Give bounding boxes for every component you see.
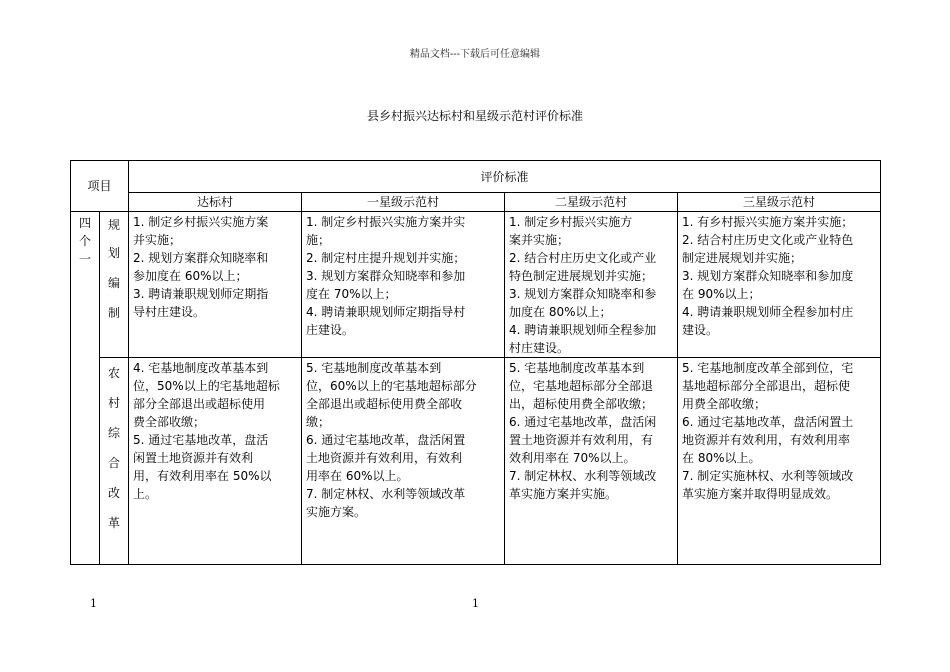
criteria-line: 庄建设。 (306, 323, 355, 337)
category-label: 四 个 一 (71, 212, 100, 565)
page-number-left: 1 (90, 597, 97, 610)
criteria-cell (505, 212, 678, 358)
criteria-line: 5. 宅基地制度改革基本到 (306, 361, 442, 375)
criteria-cell (678, 358, 881, 565)
criteria-line: 并实施； (133, 233, 182, 247)
criteria-cell (678, 212, 881, 358)
criteria-line: 缴； (306, 415, 331, 429)
criteria-line: 1. 制定乡村振兴实施方案 (133, 215, 269, 229)
criteria-line: 3. 规划方案群众知晓率和参加 (306, 269, 466, 283)
criteria-line: 实施方案。 (306, 505, 367, 519)
criteria-line: 施； (306, 233, 331, 247)
criteria-cell (302, 212, 505, 358)
criteria-line: 位，60%以上的宅基地超标部分 (306, 379, 477, 393)
criteria-line: 导村庄建设。 (133, 305, 206, 319)
criteria-line: 参加度在 60%以上； (133, 269, 248, 283)
document-title: 县乡村振兴达标村和星级示范村评价标准 (366, 109, 583, 123)
criteria-line: 2. 规划方案群众知晓率和 (133, 251, 269, 265)
criteria-line: 3. 规划方案群众知晓率和参 (509, 287, 657, 301)
criteria-line: 1. 有乡村振兴实施方案并实施； (682, 215, 854, 229)
criteria-line: 全部退出或超标使用费全部收 (306, 397, 463, 411)
criteria-line: 位，宅基地超标部分全部退 (509, 379, 654, 393)
criteria-line: 2. 制定村庄提升规划并实施； (306, 251, 466, 265)
criteria-line: 6. 通过宅基地改革，盘活闲 (509, 415, 657, 429)
table-row (71, 358, 881, 565)
criteria-line: 4. 聘请兼职规划师全程参加村庄 (682, 305, 854, 319)
criteria-line: 5. 宅基地制度改革基本到 (509, 361, 645, 375)
level-header-basic: 达标村 (129, 193, 302, 212)
criteria-line: 费全部收缴； (133, 415, 206, 429)
criteria-line: 2. 结合村庄历史文化或产业 (509, 251, 657, 265)
criteria-line: 案并实施； (509, 233, 570, 247)
criteria-line: 7. 制定林权、水利等领域改 (509, 469, 657, 483)
criteria-line: 建设。 (682, 323, 719, 337)
criteria-line: 基地超标部分全部退出，超标使 (682, 379, 851, 393)
criteria-line: 用率在 60%以上。 (306, 469, 409, 483)
criteria-line: 效利用率在 70%以上。 (509, 451, 636, 465)
criteria-line: 制定进展规划并实施； (682, 251, 803, 265)
criteria-line: 出，超标使用费全部收缴； (509, 397, 654, 411)
criteria-line: 4. 宅基地制度改革基本到 (133, 361, 269, 375)
criteria-line: 度在 70%以上； (306, 287, 397, 301)
criteria-line: 部分全部退出或超标使用 (133, 397, 266, 411)
criteria-line: 7. 制定实施林权、水利等领域改 (682, 469, 854, 483)
criteria-line: 位，50%以上的宅基地超标 (133, 379, 280, 393)
page-number-center: 1 (472, 597, 479, 610)
criteria-line: 闲置土地资源并有效利 (133, 451, 254, 465)
criteria-line: 5. 通过宅基地改革，盘活 (133, 433, 269, 447)
criteria-line: 在 80%以上。 (682, 451, 761, 465)
criteria-line: 革实施方案并取得明显成效。 (682, 487, 839, 501)
criteria-line: 革实施方案并实施。 (509, 487, 618, 501)
table-row (71, 212, 881, 358)
criteria-line: 在 90%以上； (682, 287, 761, 301)
header-note: 精品文档---下载后可任意编辑 (409, 49, 541, 60)
criteria-line: 4. 聘请兼职规划师定期指导村 (306, 305, 466, 319)
criteria-line: 1. 制定乡村振兴实施方案并实 (306, 215, 466, 229)
criteria-line: 1. 制定乡村振兴实施方 (509, 215, 633, 229)
criteria-line: 3. 聘请兼职规划师定期指 (133, 287, 269, 301)
criteria-line: 地资源并有效利用，有效利用率 (682, 433, 851, 447)
criteria-line: 用费全部收缴； (682, 397, 767, 411)
criteria-cell (505, 358, 678, 565)
criteria-line: 5. 宅基地制度改革全部到位，宅 (682, 361, 854, 375)
criteria-cell (129, 358, 302, 565)
level-header-one-star: 一星级示范村 (302, 193, 505, 212)
criteria-line: 上。 (133, 487, 158, 501)
criteria-line: 2. 结合村庄历史文化或产业特色 (682, 233, 854, 247)
criteria-cell (302, 358, 505, 565)
criteria-line: 村庄建设。 (509, 341, 570, 355)
item-header: 项目 (71, 161, 129, 212)
criteria-header: 评价标准 (129, 161, 881, 193)
sub-label-reform: 农 村 综 合 改 革 (100, 358, 129, 565)
criteria-line: 6. 通过宅基地改革，盘活闲置 (306, 433, 466, 447)
criteria-line: 土地资源并有效利用，有效利 (306, 451, 463, 465)
criteria-line: 加度在 80%以上； (509, 305, 612, 319)
criteria-line: 6. 通过宅基地改革，盘活闲置土 (682, 415, 854, 429)
evaluation-table (70, 160, 881, 565)
criteria-line: 7. 制定林权、水利等领域改革 (306, 487, 466, 501)
level-header-two-star: 二星级示范村 (505, 193, 678, 212)
criteria-line: 置土地资源并有效利用，有 (509, 433, 654, 447)
criteria-line: 4. 聘请兼职规划师全程参加 (509, 323, 657, 337)
level-header-three-star: 三星级示范村 (678, 193, 881, 212)
sub-label-planning: 规 划 编 制 (100, 212, 129, 358)
criteria-line: 3. 规划方案群众知晓率和参加度 (682, 269, 854, 283)
criteria-line: 特色制定进展规划并实施； (509, 269, 654, 283)
criteria-line: 用，有效利用率在 50%以 (133, 469, 272, 483)
criteria-cell (129, 212, 302, 358)
